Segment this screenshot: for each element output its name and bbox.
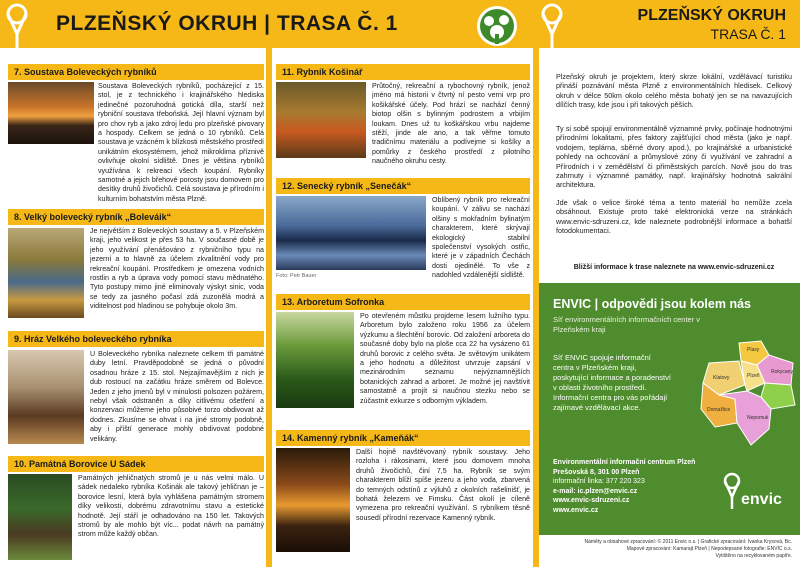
section-heading-11: 11. Rybník Košinář (276, 64, 530, 80)
envic-pin-icon (721, 471, 743, 511)
footer-credits (556, 539, 792, 560)
envic-panel (539, 283, 800, 535)
address-web2[interactable]: www.envic.cz (553, 506, 599, 514)
section-heading-10: 10. Památná Borovice U Sádek (8, 456, 264, 472)
section-heading-13: 13. Arboretum Sofronka (276, 294, 530, 310)
column-divider (266, 48, 272, 567)
section-text-8: Je největším z Boleveckých soustavy a 5. v Plzeňském kraji, jeho velikost je přes 53 ha. V současné době je jeho využívání přenášováno z rybničního typu na jezerní a to hlavně za účelem zkvalitnění vody pro rekreační koupání. Prostředkem je omezena vodních rostlin a ryb a úprava vody pomocí stavu mědnatého. Tyto postupy mimo jiné eliminovaly výskyt sinic, voda se tedy za jasného počasí zdá zuzonělá modrá a viditelnost pod hladinou se pohybuje okolo 3m. (90, 227, 264, 311)
envic-address (553, 458, 713, 516)
arboretum-forest-photo (276, 312, 354, 408)
section-heading-8: 8. Velký bolevecký rybník „Boleváik“ (8, 209, 264, 225)
address-center: Environmentální informační centrum Plzeň (553, 459, 696, 466)
section-text-13: Po otevřeném můstku projdeme lesem lužního typu. Arboretum bylo založeno roku 1956 za účelem výzkumu a šlechtění borovic. Od založení arboreta do současné doby bylo na ploše cca 22 ha vysázeno 61 druhů borovic z celého světa. Je světovým unikátem a jeho hodnotu a důležitost utvrzuje zapsání v mezinárodním seznamu nejvýznamnějších botanických zahrad a arboret. Je možné jej navštívit samostatně a projít si naučnou stezku nebo se zúčastnit exkurze s odborným výkladem. (360, 312, 530, 405)
pin-icon-right (533, 0, 571, 48)
address-street: Prešovská 8, 301 00 Plzeň (553, 468, 640, 476)
autumn-lake-photo (8, 228, 84, 318)
section-heading-7: 7. Soustava Bolevecký​ch rybníků (8, 64, 264, 80)
oak-tree-photo (8, 350, 84, 444)
willow-baskets-photo (276, 82, 366, 158)
page-title: PLZEŇSKÝ OKRUH | TRASA Č. 1 (56, 12, 398, 35)
pin-icon (0, 0, 38, 48)
map-label: Plzeň (747, 373, 760, 379)
photo-caption: Foto: Petr Bauer (276, 273, 317, 279)
section-text-12: Oblíbený rybník pro rekreační koupání. V zálivu se nachází olšiny s mokřadním bylinatým charakterem, které skrývají ekologický stabilní společenství vysokých ostřic, které je v západních Čechách dosti ojedinělé. To vše z nadohled vzdálenější sídliště. (432, 196, 530, 280)
footer-line: Mapové zpracování: Kamarajt Plzeň | Nepodepsané fotografie: ENVIC o.s. (626, 546, 792, 552)
section-heading-12: 12. Senecký rybník „Senečák“ (276, 178, 530, 194)
section-text-11: Průtočný, rekreační a rybochovný rybník, jenož jméno má historii v čtvrtý ní pesto verni vrp pro košikářské účely. Pod hrází se nachází čenný biotop olšin s bylinným podrostem a vrbijím loukam. Dnes už tu koškářskou vrbu najdeme stěží, jinde ale ano, a tak věřme tomuto tradičnímu materiálu a podívejme si košíky a pomůrky z českého prostředí z pilotního naučného okruhu cesty. (372, 82, 530, 166)
map-label: Plasy (747, 347, 760, 353)
section-text-14: Další hojně navštěvovaný rybník soustavy. Jeho rozloha i rákosinami, které jsou domovem mnoha druhů živočichů, činí 7,5 ha. Rybník se svým charakterem blíží spíše jezeru a jeho voda, zbarvená do temných odstínů z výluhů z okolních rašelinišť, je bohatá železem ve Fimsku. Část okolí je cíleně vymezena pro rekreační využívání. S rybníkem těsně sousedí přírodní rezervace Kamenný rybník. (356, 448, 530, 522)
envic-logo-text: envic (741, 491, 782, 508)
map-label: Nepomuk (747, 415, 769, 421)
envic-subtitle: Síť environmentálních informačních center v Plzeňském kraji (553, 315, 701, 334)
footer-line: Vytištěno na recyklovaném papíře. (715, 553, 792, 559)
address-email[interactable]: e-mail: ic.plzen@envic.cz (553, 487, 638, 495)
map-label: Domažlice (707, 407, 731, 413)
footer-line: Náměty a obsahové zpracování: © 2011 Envic o.s. | Grafické zpracování: Ivanka Krysová, Bc. (584, 539, 792, 545)
envic-logo (721, 471, 791, 521)
sunset-pond-photo (276, 448, 350, 552)
pine-tree-photo (8, 474, 72, 560)
intro-paragraph: Plzeňský okruh je projektem, který skrze lokální, vzdělávací turistiku přináší poznávání města Plzně z environmentálních hledisek. Celkový okruh v délce 50km okolo celého města bohatý jen se na navazujících dílčích trasy, kde jsou i při takových pěších. (556, 72, 792, 110)
region-map (699, 339, 799, 449)
tree-logo-icon (475, 4, 519, 48)
right-title: PLZEŇSKÝ OKRUH (637, 7, 786, 24)
right-subtitle: TRASA Č. 1 (710, 26, 786, 42)
envic-body: Síť ENVIC spojuje informační centra v Plzeňském kraji, poskytující informace a poradenství v oblasti životního prostředí. Informační centra pro vás pořádají zajímavé vzdělávací akce. (553, 353, 671, 412)
address-web1[interactable]: www.envic-sdruzeni.cz (553, 497, 630, 505)
header-band (0, 0, 800, 48)
routes-paragraph: Ty si sobě spojují environmentálně významné prvky, počínaje hodnotnými přírodními lokalitami, přes faktory zajišťující chod města (jako je např. vodojem, teplárna, sběrné dvory apod.), po krajinářské a urbanistické pohledy na ochcování a průmyslové zóny či využívání ve zahradní a Přírodních i v zemědělství či přiměstských parcích. Nově jsou do tras zahrnuty i významné památky, např. krajinářsky hodnotná sakrální architektura. (556, 124, 792, 190)
map-label: Klatovy (713, 375, 730, 381)
web-paragraph: Jde však o velice široké téma a tento materiál ho nemůže zcela obsáhnout. Existuje proto také elektronická verze na stránkách www.envic-sdruzeni.cz, kde naleznete podrobnější informace a bohatší fotodokumentaci. (556, 198, 792, 236)
info-link-line[interactable]: Bližší informace k trase naleznete na www.envic-sdruzeni.cz (573, 264, 775, 271)
envic-title: ENVIC | odpovědi jsou kolem nás (553, 297, 751, 311)
pond-evening-photo (276, 196, 426, 270)
map-label: Rokycany (771, 369, 793, 375)
section-text-9: U Boleveckého rybníka naleznete celkem tři památné duby letní. Pravděpodobně se jedná o původní osadnou hráze z 15. stol. Nejzajímavějším z nich je dub rostoucí na začátku hráze směrem od Bolevce. Jeden z jeho jmenů byl v minulosti polsozen požárem, nebyl však odstraněn a díky citlivému ošetření a konzervaci můžeme jeho působivé torzo obdivovat až dodnes. Zkusíme se ohvat i na jiné stromy podobně, aby i příští generace mohly obdivovat podobné velikány. (90, 350, 264, 443)
address-phone: informační linka: 377 220 323 (553, 478, 645, 486)
section-text-7: Soustava Boleveckých rybníků, pocházející z 15. stol, je z technického i krajinářského hlediska jedinečné pozoruhodná gotická díla, starší než rybniční soustava třeboňská. Její hlavní význam byl pro chov ryb a jako zdroj ledu pro plzeňské pivovary a hospody. Celkem se jedná o 10 rybníků. Celá soustava je vzácném k blízkosti městského prostředí unikátním ekosystémem, jehož mikroklima příznivě ovlivňuje okolní sídliště. Dnes je většina rybníků využívána k rekreaci všech koupání. Rybníky samotné a jejich břehové porosty jsou domovem pro desítky druhů živočichů. Celá soustava je přírodním i kulturním bohatstvím města Plzně. (98, 82, 264, 203)
section-heading-9: 9. Hráz Velkého boleveckého rybníka (8, 331, 264, 347)
section-text-10: Památných jehličnatých stromů je u nás velmi málo. U sádek nedaleko rybníka Košinák ale takový jehličnan je – borovice lesní, která byla vyhlášena památným stromem díky velikosti, dobrému zdravotnímu stavu a estetické hodnotě. Její stáří je odhadováno na 150 let. Takových stromů by ale mohlo být víc... podat návrh na památný strom může každý občan. (78, 474, 264, 539)
section-heading-14: 14. Kamenný rybník „Kameňák“ (276, 430, 530, 446)
